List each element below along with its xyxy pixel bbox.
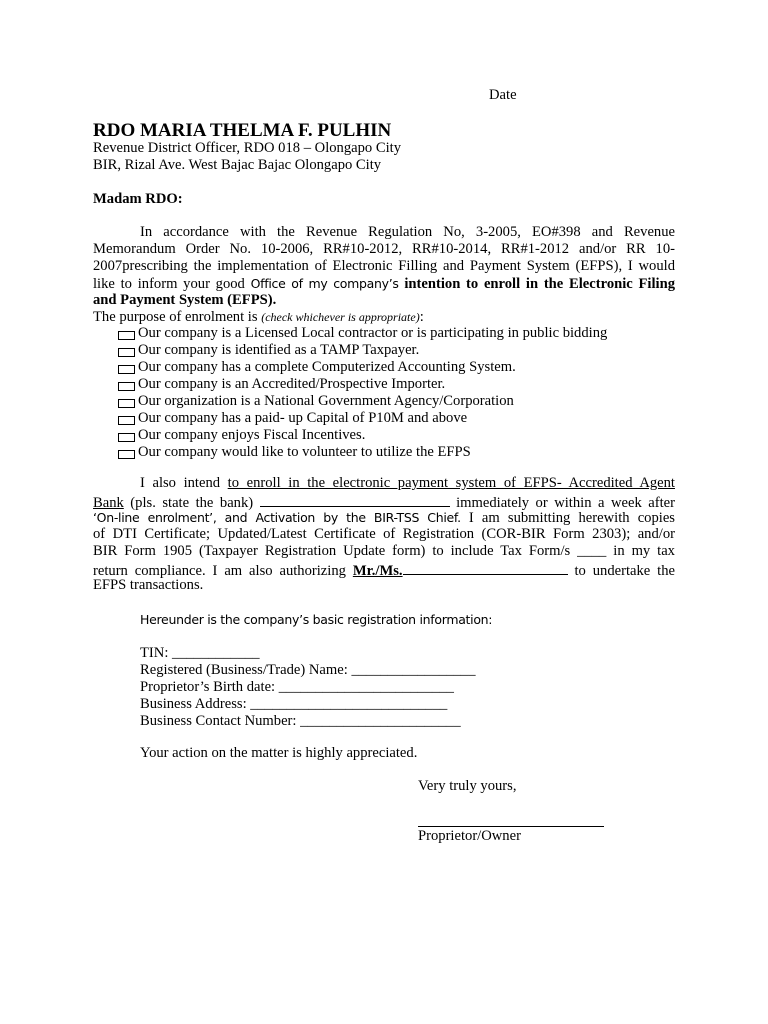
checklist-label: Our company has a complete Computerized Accounting System. [138,359,516,375]
checklist-item[interactable] [118,427,607,444]
checklist-label: Our company is identified as a TAMP Taxpayer. [138,342,420,358]
payment-line-6-tail: to undertake the [567,563,675,579]
bank-prompt: (pls. state the bank) [123,495,260,511]
checklist-label: Our company is an Accredited/Prospective Importer. [138,376,446,392]
payment-line-2-tail: immediately or within a week after [449,495,675,511]
checklist-item[interactable] [118,325,607,342]
bank-word: Bank [93,495,124,511]
business-address-field[interactable]: Business Address: ___________________________ [140,696,448,712]
action-line: Your action on the matter is highly appreciated. [140,745,418,761]
salutation: Madam RDO: [93,191,183,207]
checklist-item[interactable] [118,393,607,410]
payment-line-2 [93,492,675,509]
checklist-item[interactable] [118,444,607,461]
payment-line-7: EFPS transactions. [93,577,204,593]
intro-line-1: In accordance with the Revenue Regulation No, 3-2005, EO#398 and Revenue [140,224,675,240]
checklist-label: Our company enjoys Fiscal Incentives. [138,427,366,443]
tax-form-blank[interactable]: ____ [577,543,607,559]
bank-blank[interactable] [260,492,450,507]
purpose-line [93,309,675,326]
payment-line-3 [93,509,675,526]
authorized-person-title: Mr./Ms. [352,563,403,579]
checklist-item[interactable] [118,376,607,393]
payment-line-1 [93,475,675,492]
checklist-label: Our organization is a National Government Agency/Corporation [138,393,514,409]
checklist-label: Our company is a Licensed Local contractor or is participating in public bidding [138,325,608,341]
intro-line-4 [93,275,675,292]
closing: Very truly yours, [418,778,517,794]
intro-line-2: Memorandum Order No. 10-2006, RR#10-2012, RR#10-2014, RR#1-2012 and/or RR 10- [93,241,675,257]
purpose-lead: The purpose of enrolment is [93,309,262,325]
checklist-item[interactable] [118,410,607,427]
intro-line-3: 2007prescribing the implementation of Electronic Filling and Payment System (EFPS), I would [93,258,675,274]
date-label: Date [489,87,517,103]
payment-line-3-tail: I am submitting herewith copies [460,510,675,526]
signature-line[interactable] [418,826,604,827]
purpose-note: (check whichever is appropriate) [261,310,420,324]
birth-date-field[interactable]: Proprietor’s Birth date: ________________________ [140,679,454,695]
checkbox[interactable] [118,399,135,408]
authorized-person-blank[interactable] [403,560,568,575]
checkbox[interactable] [118,348,135,357]
checklist-item[interactable] [118,342,607,359]
addressee-address: BIR, Rizal Ave. West Bajac Bajac Olongapo City [93,157,382,173]
intro-line-4-company: Office of my company’s [250,276,399,291]
checkbox[interactable] [118,382,135,391]
hereunder-line: Hereunder is the company’s basic registration information: [140,612,493,627]
payment-line-6-text: return compliance. I am also authorizing [93,563,353,579]
addressee-title: Revenue District Officer, RDO 018 – Olongapo City [93,140,401,156]
checkbox[interactable] [118,416,135,425]
payment-line-5 [93,543,675,560]
purpose-checklist [118,325,607,461]
addressee-name: RDO MARIA THELMA F. PULHIN [93,120,392,141]
purpose-colon: : [419,309,424,325]
checklist-label: Our company would like to volunteer to utilize the EFPS [138,444,471,460]
payment-line-4: of DTI Certificate; Updated/Latest Certificate of Registration (COR-BIR Form 2303); and/or [93,526,675,542]
checkbox[interactable] [118,365,135,374]
payment-paragraph [93,475,675,594]
payment-line-5-tail: in my tax [606,543,675,559]
business-name-field[interactable]: Registered (Business/Trade) Name: _________________ [140,662,476,678]
payment-line-1-text: I also intend [140,475,228,491]
tin-field[interactable]: TIN: ____________ [140,645,260,661]
checkbox[interactable] [118,433,135,442]
payment-line-5-text: BIR Form 1905 (Taxpayer Registration Update form) to include Tax Form/s [93,543,578,559]
intro-line-4-bold: intention to enroll in the Electronic Filing [404,276,676,292]
intro-line-5: and Payment System (EFPS). [93,292,277,308]
contact-number-field[interactable]: Business Contact Number: ______________________ [140,713,461,729]
registration-info [140,645,476,730]
payment-line-3-sans: ‘On-line enrolment’, and Activation by the BIR-TSS Chief. [93,510,461,525]
checklist-item[interactable] [118,359,607,376]
payment-line-6 [93,560,675,577]
checkbox[interactable] [118,331,135,340]
checkbox[interactable] [118,450,135,459]
intro-paragraph [93,224,675,326]
checklist-label: Our company has a paid- up Capital of P10M and above [138,410,468,426]
signature-label: Proprietor/Owner [418,828,521,844]
intro-line-4-text: like to inform your good [93,276,251,292]
payment-line-1-underlined: to enroll in the electronic payment system of EFPS- Accredited Agent [227,475,675,491]
